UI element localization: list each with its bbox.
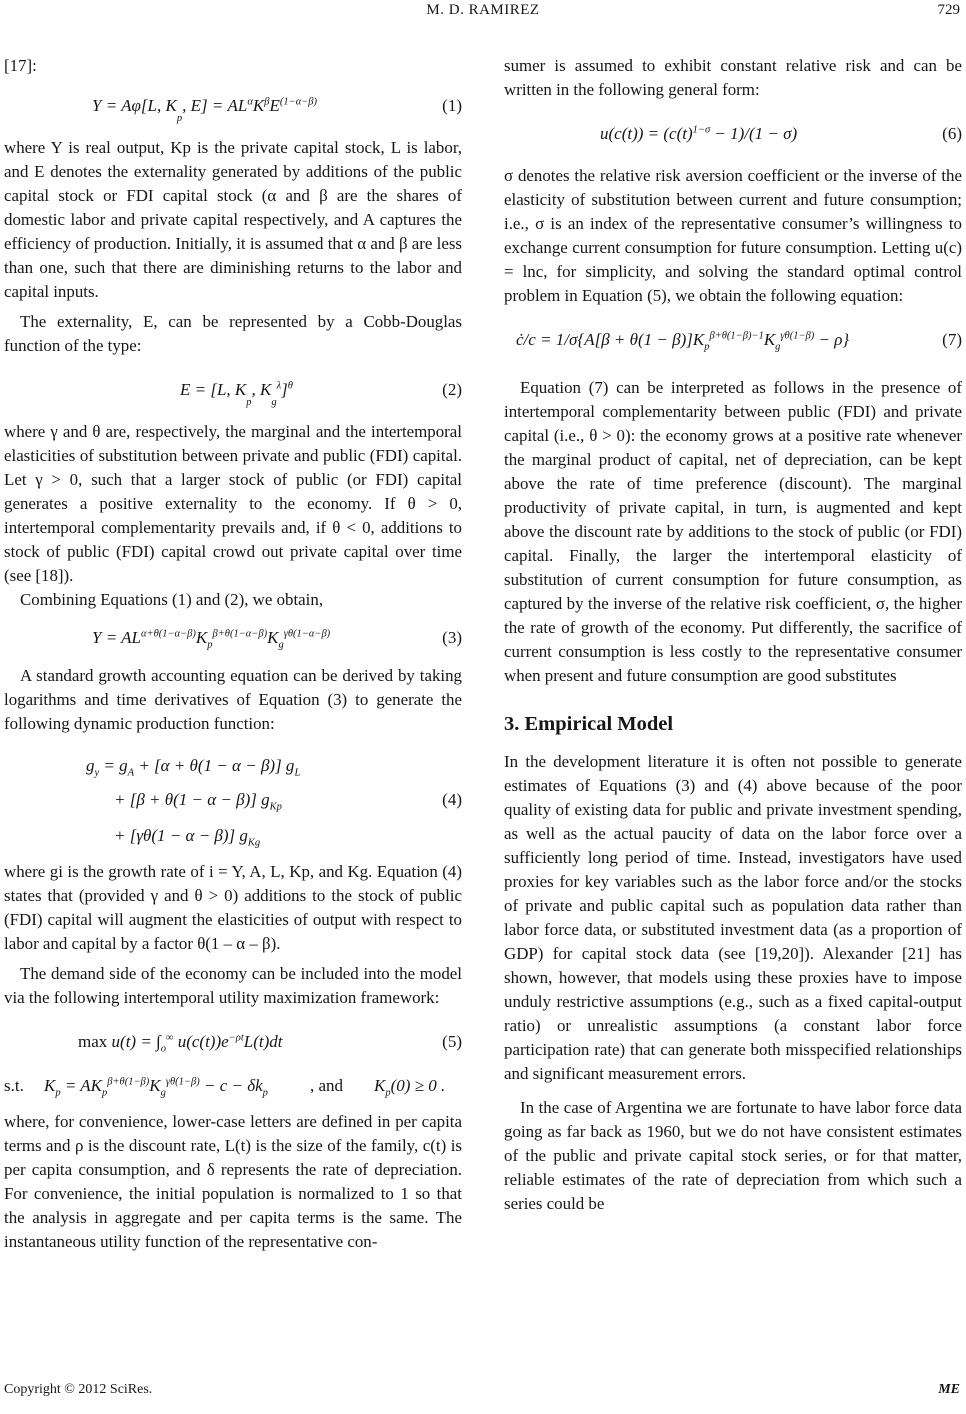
equation-number: (3) (442, 628, 462, 647)
equation-number: (4) (442, 790, 462, 809)
equation-3: $Y = AL^{\alpha+\theta(1-\alpha-\beta)}K_p^{\beta+\theta(1-\alpha-\beta)}K_g^{\gamma\theta(1-\alpha-\beta)}$ (3) (92, 628, 462, 651)
paragraph: where, for convenience, lower-case letters are defined in per capita terms and ρ is the discount rate, L(t) is the size of the family, c(t) is per capita consumption, and δ represents the rate of depreciation. For convenience, the initial population is normalized to 1 so that the analysis in aggregate and per capita terms is the same. The instantaneous utility function of the representative con- (4, 1112, 462, 1251)
paragraph: Equation (7) can be interpreted as follows in the presence of intertemporal complementarity between public (FDI) and private capital (i.e., θ > 0): the economy grows at a positive rate whenever the marginal product of capital, net of depreciation, can be kept above the rate of time preference (discount). The marginal productivity of private capital, in turn, is augmented and kept above the discount rate by additions to the stock of public (or FDI) capital. Finally, the larger the intertemporal elasticity of substitution of current consumption for future consumption, as captured by the inverse of the relative risk coefficient, σ, the higher the rate of growth of the economy. Put differently, the sacrifice of current consumption is less costly to the representative consumer when present and future consumption are good substitutes (504, 378, 962, 685)
equation-number: (2) (442, 380, 462, 399)
paragraph: The externality, E, can be represented by a Cobb-Douglas function of the type: (4, 312, 462, 355)
right-column (504, 54, 962, 1216)
copyright-notice: Copyright © 2012 SciRes. (4, 1382, 153, 1397)
journal-abbreviation: ME (938, 1382, 960, 1397)
paragraph: In the development literature it is often not possible to generate estimates of Equations (3) and (4) above because of the poor quality of existing data for public and private investment spending, as well as the actual paucity of data on the labor force over a sufficiently long period of time. Instead, investigators have used proxies for key variables such as the labor force and/or the stocks of private and public capital such as population data rather than labor force data, or substituted investment data (as a proportion of GDP) for capital stock data (see [19,20]). Alexander [21] has shown, however, that models using these proxies have to impose unduly restrictive assumptions (e.g., such as a fixed capital-output ratio) or unrealistic assumptions (a constant labor force participation rate) that can generate both misspecified relationships and significant measurement errors. (504, 752, 962, 1083)
paragraph: [17]: (4, 56, 37, 75)
equation-7: ċ/c = $1/\sigma\{A[\beta + \theta(1 - \beta)]K_p^{\beta+\theta(1-\beta)-1}K_g^{\gamma\theta(1-\beta)} - \rho\}$ (7) (516, 330, 962, 353)
equation-6: $u(c(t)) = (c(t)^{1-\sigma} - 1)/(1 - \sigma)$ (6) (504, 108, 962, 158)
running-header-author: M. D. RAMIREZ (426, 2, 540, 18)
equation-number: (1) (442, 96, 462, 115)
paragraph: where gi is the growth rate of i = Y, A, L, Kp, and Kg. Equation (4) states that (provided γ and θ > 0) additions to the stock of public (FDI) capital will augment the elasticities of output with respect to labor and capital by a factor θ(1 – α – β). (4, 862, 462, 953)
section-heading: 3. Empirical Model (504, 713, 674, 735)
equation-2: E = [L, $K_p$, $K_g^\lambda]^\theta$ (2) (180, 380, 462, 409)
paragraph: sumer is assumed to exhibit constant relative risk and can be written in the following general form: (504, 56, 962, 99)
paragraph: A standard growth accounting equation can be derived by taking logarithms and time derivatives of Equation (3) to generate the following dynamic production function: (4, 666, 462, 733)
page-number: 729 (937, 2, 960, 18)
paragraph: where γ and θ are, respectively, the marginal and the intertemporal elasticities of substitution between private and public (FDI) capital. Let γ > 0, such that a larger stock of public (or FDI) capital generates a positive externality to the economy. If θ > 0, intertemporal complementarity prevails and, if θ < 0, additions to stock of public (FDI) capital crowd out private capital over time (see [18]). (4, 422, 462, 585)
paragraph: Combining Equations (1) and (2), we obtain, (20, 590, 324, 609)
equation-5: $\max u(t) = \int_o^\infty$ $u(c(t))e^{-\rho t}L(t)dt$ (5) (78, 1032, 462, 1055)
equation-number: (6) (942, 124, 962, 143)
paragraph: The demand side of the economy can be included into the model via the following intertemporal utility maximization framework: (4, 964, 462, 1007)
constraint-equation: s.t. $K_p = AK_p^{\beta+\theta(1-\beta)}K_g^{\gamma\theta(1-\beta)} - c - \delta k_p$ , and $K_p(0) \ge 0$ . (4, 1076, 446, 1099)
equation-number: (5) (442, 1032, 462, 1051)
left-column (4, 54, 462, 1254)
paragraph: where Y is real output, Kp is the private capital stock, L is labor, and E denotes the externality generated by additions of the public capital stock or FDI capital stock (α and β are the shares of domestic labor and private capital respectively, and A captures the efficiency of production. Initially, it is assumed that α and β are less than one, such that there are diminishing returns to the labor and capital inputs. (4, 138, 462, 301)
paragraph: In the case of Argentina we are fortunate to have labor force data going as far back as 1960, but we do not have consistent estimates of the public and private capital stock series, or for that matter, reliable estimates of the rate of depreciation from which such a series could be (504, 1098, 962, 1213)
equation-number: (7) (942, 330, 962, 349)
equation-1: Y = Aφ[L, $K_p$, $E] = AL^\alpha K^\beta E^{(1-\alpha-\beta)}$ (1) (92, 96, 462, 125)
paragraph: σ denotes the relative risk aversion coefficient or the inverse of the elasticity of substitution between current and future consumption; i.e., σ is an index of the representative consumer’s willingness to exchange current consumption for future consumption. Letting u(c) = lnc, for simplicity, and solving the standard optimal control problem in Equation (5), we obtain the following equation: (504, 166, 962, 305)
equation-4: $g_y = g_A + [\alpha + \theta(1 - \alpha - \beta)]$ $g_L$ + [β + θ(1 − α − β)] $g_{Kp}$ + [γθ(1 − α − β)] $g_{Kg}$ (4) (86, 756, 462, 849)
